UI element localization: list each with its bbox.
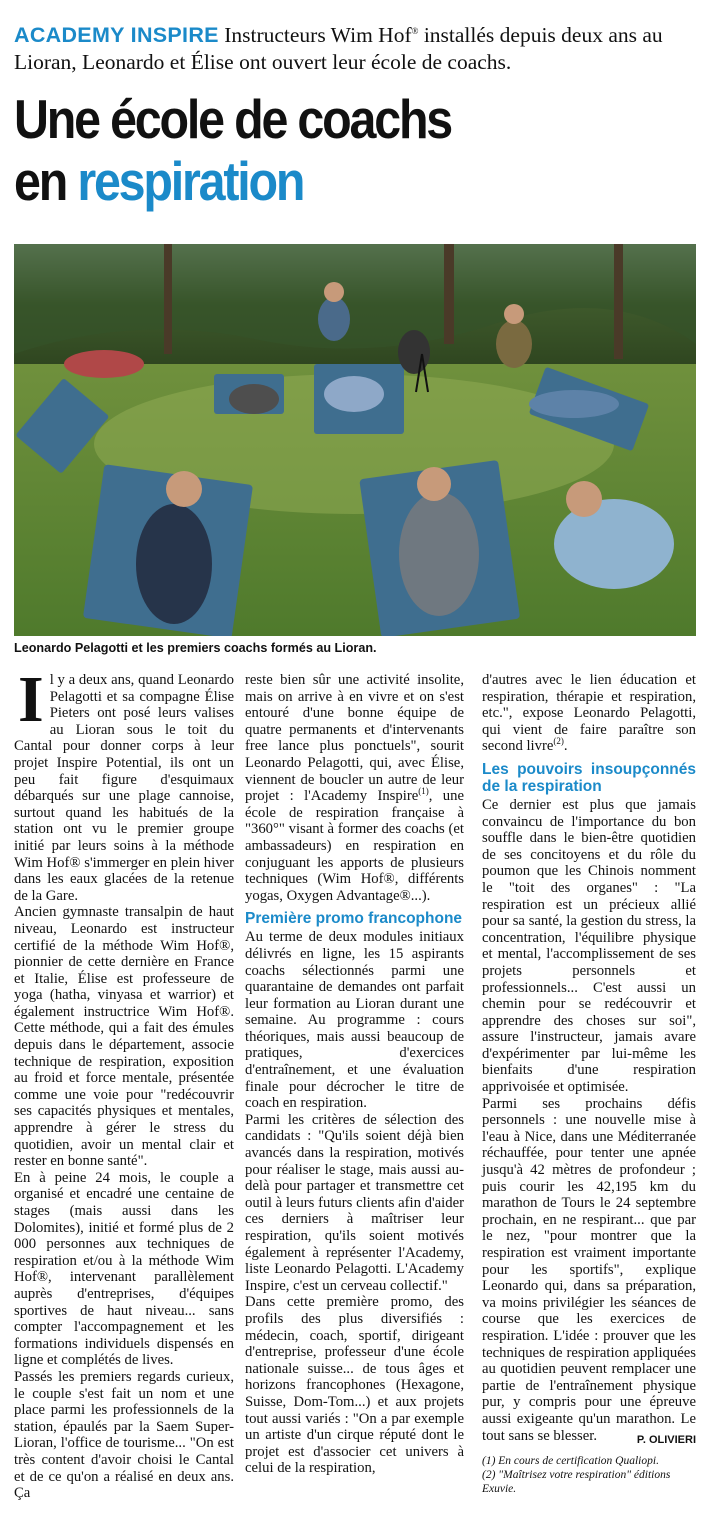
subheading: Les pouvoirs insoupçonnés de la respiration	[482, 760, 696, 795]
kicker	[14, 22, 696, 76]
paragraph: Dans cette première promo, des profils des plus diversifiés : médecin, coach, sportif, dirigeant d'entreprise, professeur d'une école nationale suisse... de tous âges et horizons francophones (Hexagone, Suisse, Dom-Tom...) et aux projets tout aussi variés : "On a par exemple un artiste d'un cirque réputé dont le projet est d'associer cet univers à celui de la respiration,	[245, 1294, 464, 1477]
paragraph: Parmi les critères de sélection des candidats : "Qu'ils soient déjà bien avancés dans la respiration, motivés pour réaliser le stage, mais aussi au-delà pour partager et transmettre cet outil à leurs futurs clients afin d'aider ces derniers à maîtriser leur respiration, qu'ils soient motivés également à représenter l'Academy, liste Leonardo Pelagotti. L'Academy Inspire, c'est un cerveau collectif."	[245, 1111, 464, 1294]
kicker-tag: ACADEMY INSPIRE	[14, 23, 219, 47]
paragraph	[482, 672, 696, 755]
kicker-text-end: installés depuis deux ans au Lioran, Leonardo et Élise ont ouvert leur école de coachs.	[14, 23, 663, 74]
headline-plain: en	[14, 150, 78, 212]
photo-caption: Leonardo Pelagotti et les premiers coachs formés au Lioran.	[14, 641, 377, 655]
paragraph	[245, 672, 464, 904]
paragraph-text: .	[563, 738, 568, 755]
column-3	[482, 672, 696, 1444]
paragraph-text: l y a deux ans, quand Leonardo Pelagotti et sa compagne Élise Pieters ont posé leurs valises au Lioran sous le toit du Cantal pour donner corps à leur projet Inspire Potential, ils ont un peu fait figure d'esquimaux débarqués sur une plage cannoise, surtout quand les habitués de la station ont vu le premier groupe initié par leurs soins à la méthode Wim Hof® s'immerger en plein hiver dans les eaux glacées de la retenue de la Gare.	[14, 672, 234, 904]
paragraph: En à peine 24 mois, le couple a organisé et encadré une centaine de stages (mais aussi dans les Dolomites), initié et formé plus de 2 000 personnes aux techniques de respiration et/ou à la méthode Wim Hof®, intervenant parallèlement auprès d'entreprises, d'équipes sportives de haut niveau... sans compter l'accompagnement et les formations individuels dispensés en ligne et complétés de lives.	[14, 1169, 234, 1369]
paragraph: Ce dernier est plus que jamais convaincu de l'importance du bon souffle dans le bien-être quotidien de ses concitoyens et du rôle du poumon que les Chinois nomment le "toit des organes" : "La respiration est un précieux allié pour sa santé, la gestion du stress, la concentration, l'équilibre physique et mental, l'accomplissement de ses projets personnels et professionnels... C'est aussi un chemin pour se redécouvrir et apprendre des choses sur soi", assure l'instructeur, jamais avare d'expérimenter par lui-même les bienfaits d'une respiration apprivoisée et optimisée.	[482, 796, 696, 1096]
paragraph	[14, 663, 234, 904]
footnote: (2) "Maîtrisez votre respiration" éditions Exuvie.	[482, 1469, 671, 1495]
paragraph: Au terme de deux modules initiaux délivrés en ligne, les 15 aspirants coachs sélectionnés parmi une quarantaine de demandes ont parfait leur formation au Lioran durant une semaine. Au programme : cours théoriques, mais aussi beaucoup de pratiques, d'exercices d'entraînement, et une évaluation finale pour décrocher le titre de coach en respiration.	[245, 929, 464, 1112]
column-1	[14, 663, 234, 1502]
subheading: Première promo francophone	[245, 910, 463, 928]
article-photo	[14, 244, 696, 636]
column-2	[245, 672, 464, 1477]
headline-accent: respiration	[77, 150, 304, 212]
kicker-text: Instructeurs Wim Hof	[224, 23, 412, 47]
headline	[14, 88, 621, 212]
paragraph-text: , une école de respiration française à "360°" visant à former des coachs (et ambassadeurs) en respiration en conjuguant les apports de plusieurs techniques (Wim Hof®, différents yogas, Oxygen Advantage®...).	[245, 788, 464, 904]
headline-line2	[14, 150, 621, 212]
footnotes	[482, 1454, 696, 1496]
paragraph-text: d'autres avec le lien éducation et respiration, thérapie et respiration, etc.", expose Leonardo Pelagotti, qui vient de faire paraître son second livre	[482, 672, 696, 755]
paragraph: Ancien gymnaste transalpin de haut niveau, Leonardo est instructeur certifié de la méthode Wim Hof®, pionnier de cette dernière en France et Italie, Élise est professeure de yoga (hatha, vinyasa et warrior) et également instructrice Wim Hof®. Cette méthode, qui a fait des émules depuis dans le département, associe technique de respiration, exposition au froid et force mentale, présentée comme une voie pour "redécouvrir ses capacités physiques et mentales, apprendre à gérer le stress du quotidien, avoir un mental clair et rester en bonne santé".	[14, 904, 234, 1170]
author-signature: P. OLIVIERI	[636, 1434, 696, 1446]
paragraph: Parmi ses prochains défis personnels : une nouvelle mise à l'eau à Nice, dans une Méditerranée réchauffée, pour tenter une apnée jusqu'à 42 mètres de profondeur ; puis courir les 42,195 km du marathon de Tours le 24 septembre prochain, en ne respirant... que par le nez, "pour montrer que la respiration est vraiment importante pour les sportifs", explique Leonardo qui, dans sa préparation, va moins privilégier les séances de course que les exercices de respiration. L'idée : prouver que les techniques de respiration appliquées au quotidien peuvent remplacer une partie de l'entraînement physique pur, y compris pour une épreuve aussi exigeante qu'un marathon. Le tout sans se blesser.	[482, 1095, 696, 1444]
footnote-ref-2: (2)	[553, 736, 564, 747]
drop-cap: I	[18, 663, 44, 736]
registered-mark: ®	[411, 25, 419, 36]
breathing-group-illustration	[14, 244, 696, 636]
headline-line1: Une école de coachs	[14, 88, 452, 150]
paragraph: Passés les premiers regards curieux, le couple s'est fait un nom et une place parmi les professionnels de la station, épaulés par la Saem Super-Lioran, l'office de tourisme... "On est très content d'avoir choisi le Cantal et de ce qu'on a réalisé en deux ans. Ça	[14, 1368, 234, 1502]
footnote-ref-1: (1)	[418, 786, 429, 797]
paragraph-text: reste bien sûr une activité insolite, mais on arrive à en vivre et on s'est entouré d'une bonne équipe de quatre permanents et d'intervenants free lance plus ponctuels", sourit Leonardo Pelagotti, qui, avec Élise, viennent de boucler un autre de leur projet : l'Academy Inspire	[245, 672, 464, 805]
footnote: (1) En cours de certification Qualiopi.	[482, 1455, 659, 1467]
